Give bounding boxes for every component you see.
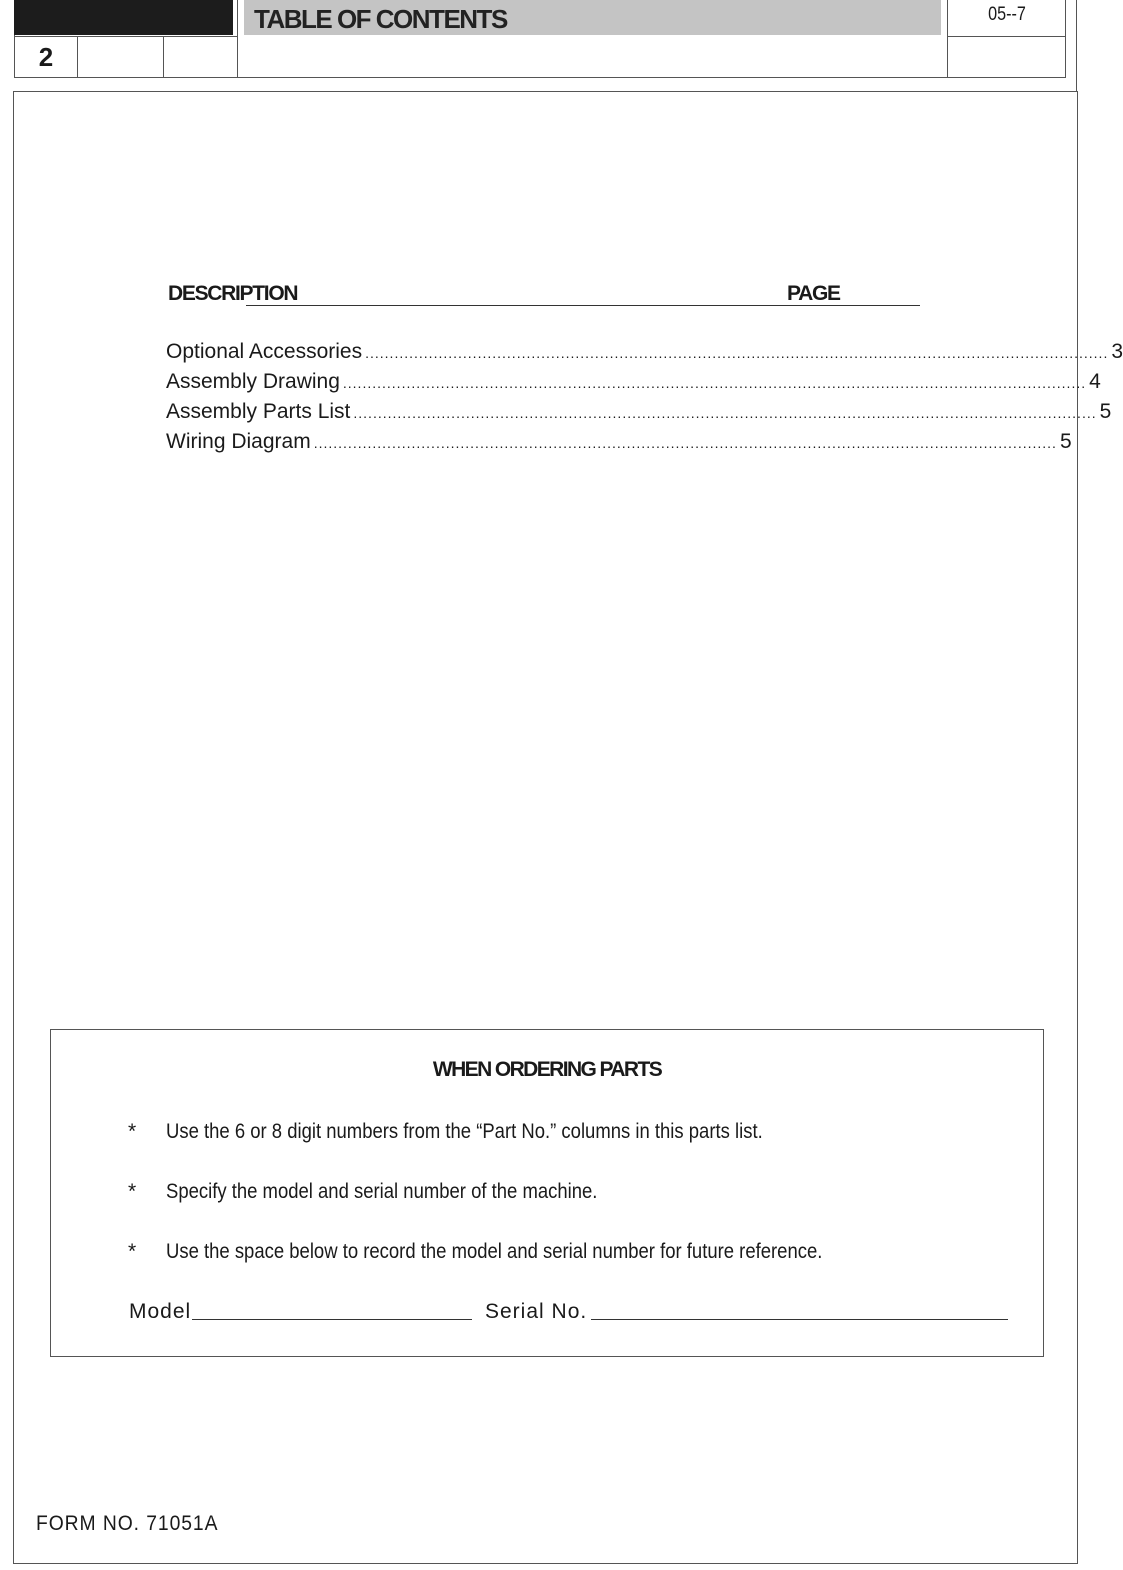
ordering-instruction: Specify the model and serial number of the machine. — [166, 1180, 598, 1203]
page-number: 2 — [38, 42, 54, 72]
toc-entry — [166, 370, 1101, 398]
toc-leader-dots: ........................................................................................................................................................ — [353, 405, 1097, 421]
model-field-line[interactable] — [192, 1319, 472, 1320]
toc-description-heading: DESCRIPTION — [168, 282, 298, 305]
bullet-marker: * — [128, 1240, 137, 1263]
toc-entry — [166, 400, 1112, 428]
page-edge-line — [1076, 0, 1077, 92]
toc-entry-label: Assembly Drawing — [166, 370, 340, 393]
toc-entry — [166, 430, 1072, 458]
toc-entry — [166, 340, 1123, 368]
header-divider — [947, 0, 948, 78]
serial-number-label: Serial No. — [485, 1300, 588, 1323]
bullet-marker: * — [128, 1180, 137, 1203]
ordering-parts-title: WHEN ORDERING PARTS — [432, 1058, 662, 1081]
header-divider — [237, 0, 238, 78]
form-number: FORM NO. 71051A — [36, 1512, 219, 1535]
toc-entry-label: Assembly Parts List — [166, 400, 351, 423]
document-code: 05--7 — [988, 4, 1026, 25]
toc-leader-dots: ........................................................................................................................................................ — [365, 345, 1109, 361]
header-divider — [947, 36, 1066, 37]
model-label: Model — [129, 1300, 192, 1323]
serial-number-field-line[interactable] — [591, 1319, 1008, 1320]
toc-entry-page: 4 — [1089, 370, 1101, 393]
toc-entry-label: Optional Accessories — [166, 340, 363, 363]
toc-entry-label: Wiring Diagram — [166, 430, 311, 453]
header-black-bar — [14, 0, 233, 35]
toc-heading-rule — [246, 305, 920, 306]
toc-leader-dots: ........................................................................................................................................................ — [342, 375, 1087, 391]
ordering-instruction: Use the space below to record the model and serial number for future reference. — [166, 1240, 823, 1263]
header-divider — [163, 36, 164, 78]
page-title: TABLE OF CONTENTS — [254, 4, 507, 34]
toc-page-heading: PAGE — [787, 282, 840, 305]
toc-entry-page: 3 — [1111, 340, 1123, 363]
toc-entry-page: 5 — [1059, 430, 1072, 453]
toc-leader-dots: ........................................................................................................................................................ — [313, 435, 1057, 451]
bullet-marker: * — [128, 1120, 137, 1143]
ordering-instruction: Use the 6 or 8 digit numbers from the “Part No.” columns in this parts list. — [166, 1120, 763, 1143]
toc-entry-page: 5 — [1099, 400, 1112, 423]
